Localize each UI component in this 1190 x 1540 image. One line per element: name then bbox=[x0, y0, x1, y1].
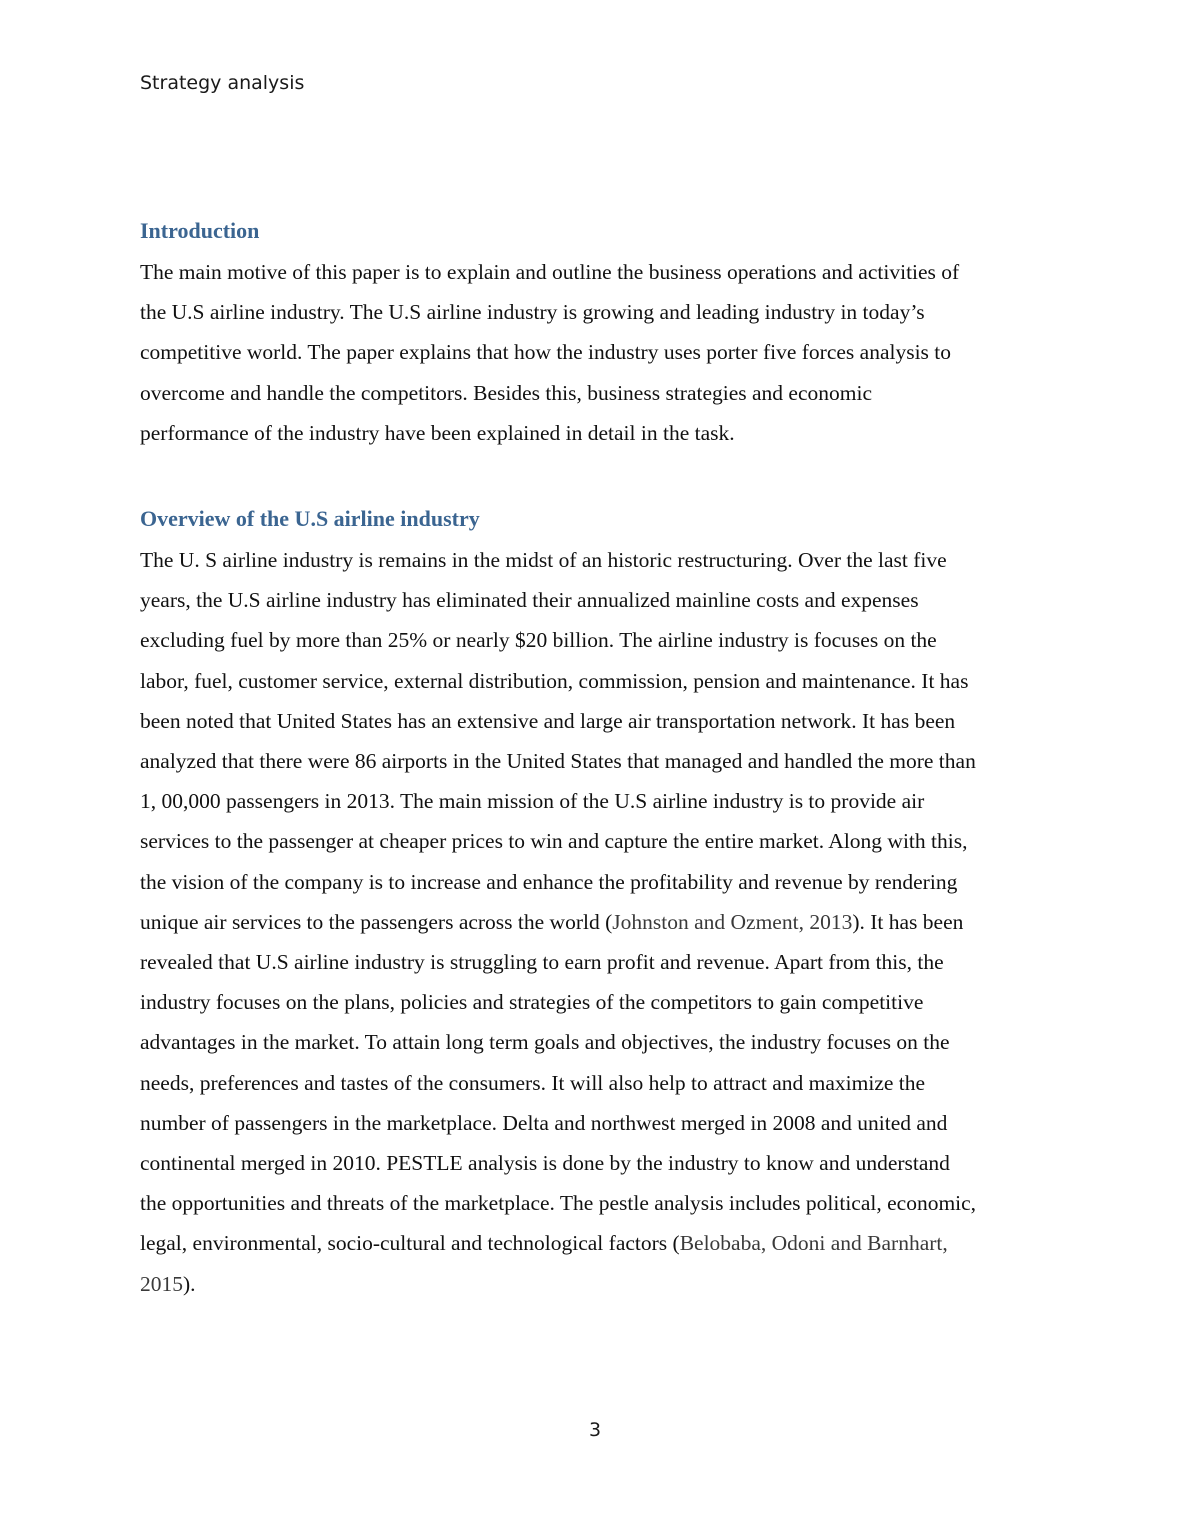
introduction-line: overcome and handle the competitors. Besides this, business strategies and economic bbox=[140, 380, 873, 405]
overview-line: services to the passenger at cheaper prices to win and capture the entire market. Along with this, bbox=[140, 829, 968, 854]
overview-heading: Overview of the U.S airline industry bbox=[140, 506, 480, 531]
overview-text: unique air services to the passengers across the world ( bbox=[140, 909, 613, 934]
overview-line: excluding fuel by more than 25% or nearly $20 billion. The airline industry is focuses on the bbox=[140, 628, 937, 653]
overview-text: ). It has been bbox=[852, 909, 964, 934]
introduction-line: The main motive of this paper is to explain and outline the business operations and activities of bbox=[140, 260, 960, 284]
citation-belobaba: Belobaba, Odoni and Barnhart, bbox=[679, 1231, 948, 1256]
introduction-line: the U.S airline industry. The U.S airline industry is growing and leading industry in today’s bbox=[140, 300, 925, 325]
overview-line: advantages in the market. To attain long term goals and objectives, the industry focuses on the bbox=[140, 1030, 950, 1055]
introduction-line: performance of the industry have been explained in detail in the task. bbox=[140, 420, 735, 445]
overview-line: number of passengers in the marketplace. Delta and northwest merged in 2008 and united and bbox=[140, 1110, 948, 1135]
citation-year: 2015 bbox=[140, 1271, 183, 1296]
introduction-heading: Introduction bbox=[140, 218, 260, 243]
overview-text: legal, environmental, socio-cultural and technological factors ( bbox=[140, 1231, 680, 1256]
overview-line-with-citation bbox=[140, 1264, 1052, 1304]
overview-paragraph bbox=[140, 540, 1052, 1304]
overview-line: The U. S airline industry is remains in the midst of an historic restructuring. Over the last five bbox=[140, 548, 947, 572]
overview-line: the opportunities and threats of the marketplace. The pestle analysis includes political, economic, bbox=[140, 1191, 977, 1216]
overview-line: years, the U.S airline industry has eliminated their annualized mainline costs and expenses bbox=[140, 588, 919, 613]
page-number: 3 bbox=[588, 1419, 602, 1441]
overview-line: industry focuses on the plans, policies and strategies of the competitors to gain competitive bbox=[140, 990, 924, 1015]
citation-johnston-ozment: Johnston and Ozment, 2013 bbox=[612, 909, 853, 934]
introduction-line: competitive world. The paper explains that how the industry uses porter five forces analysis to bbox=[140, 340, 952, 365]
running-header: Strategy analysis bbox=[140, 72, 305, 94]
overview-line: continental merged in 2010. PESTLE analysis is done by the industry to know and understand bbox=[140, 1151, 950, 1176]
overview-line: 1, 00,000 passengers in 2013. The main mission of the U.S airline industry is to provide air bbox=[140, 789, 925, 814]
overview-line: the vision of the company is to increase and enhance the profitability and revenue by rendering bbox=[140, 869, 958, 894]
overview-line-with-citation bbox=[140, 1223, 1052, 1263]
overview-line: revealed that U.S airline industry is struggling to earn profit and revenue. Apart from this, the bbox=[140, 950, 944, 975]
overview-line-with-citation bbox=[140, 902, 1052, 942]
overview-line: been noted that United States has an extensive and large air transportation network. It has been bbox=[140, 708, 956, 733]
introduction-paragraph bbox=[140, 252, 1052, 453]
overview-line: analyzed that there were 86 airports in the United States that managed and handled the more than bbox=[140, 749, 976, 774]
overview-line: labor, fuel, customer service, external distribution, commission, pension and maintenance. It has bbox=[140, 668, 969, 693]
overview-line: needs, preferences and tastes of the consumers. It will also help to attract and maximize the bbox=[140, 1070, 926, 1095]
overview-text: ). bbox=[183, 1271, 196, 1296]
